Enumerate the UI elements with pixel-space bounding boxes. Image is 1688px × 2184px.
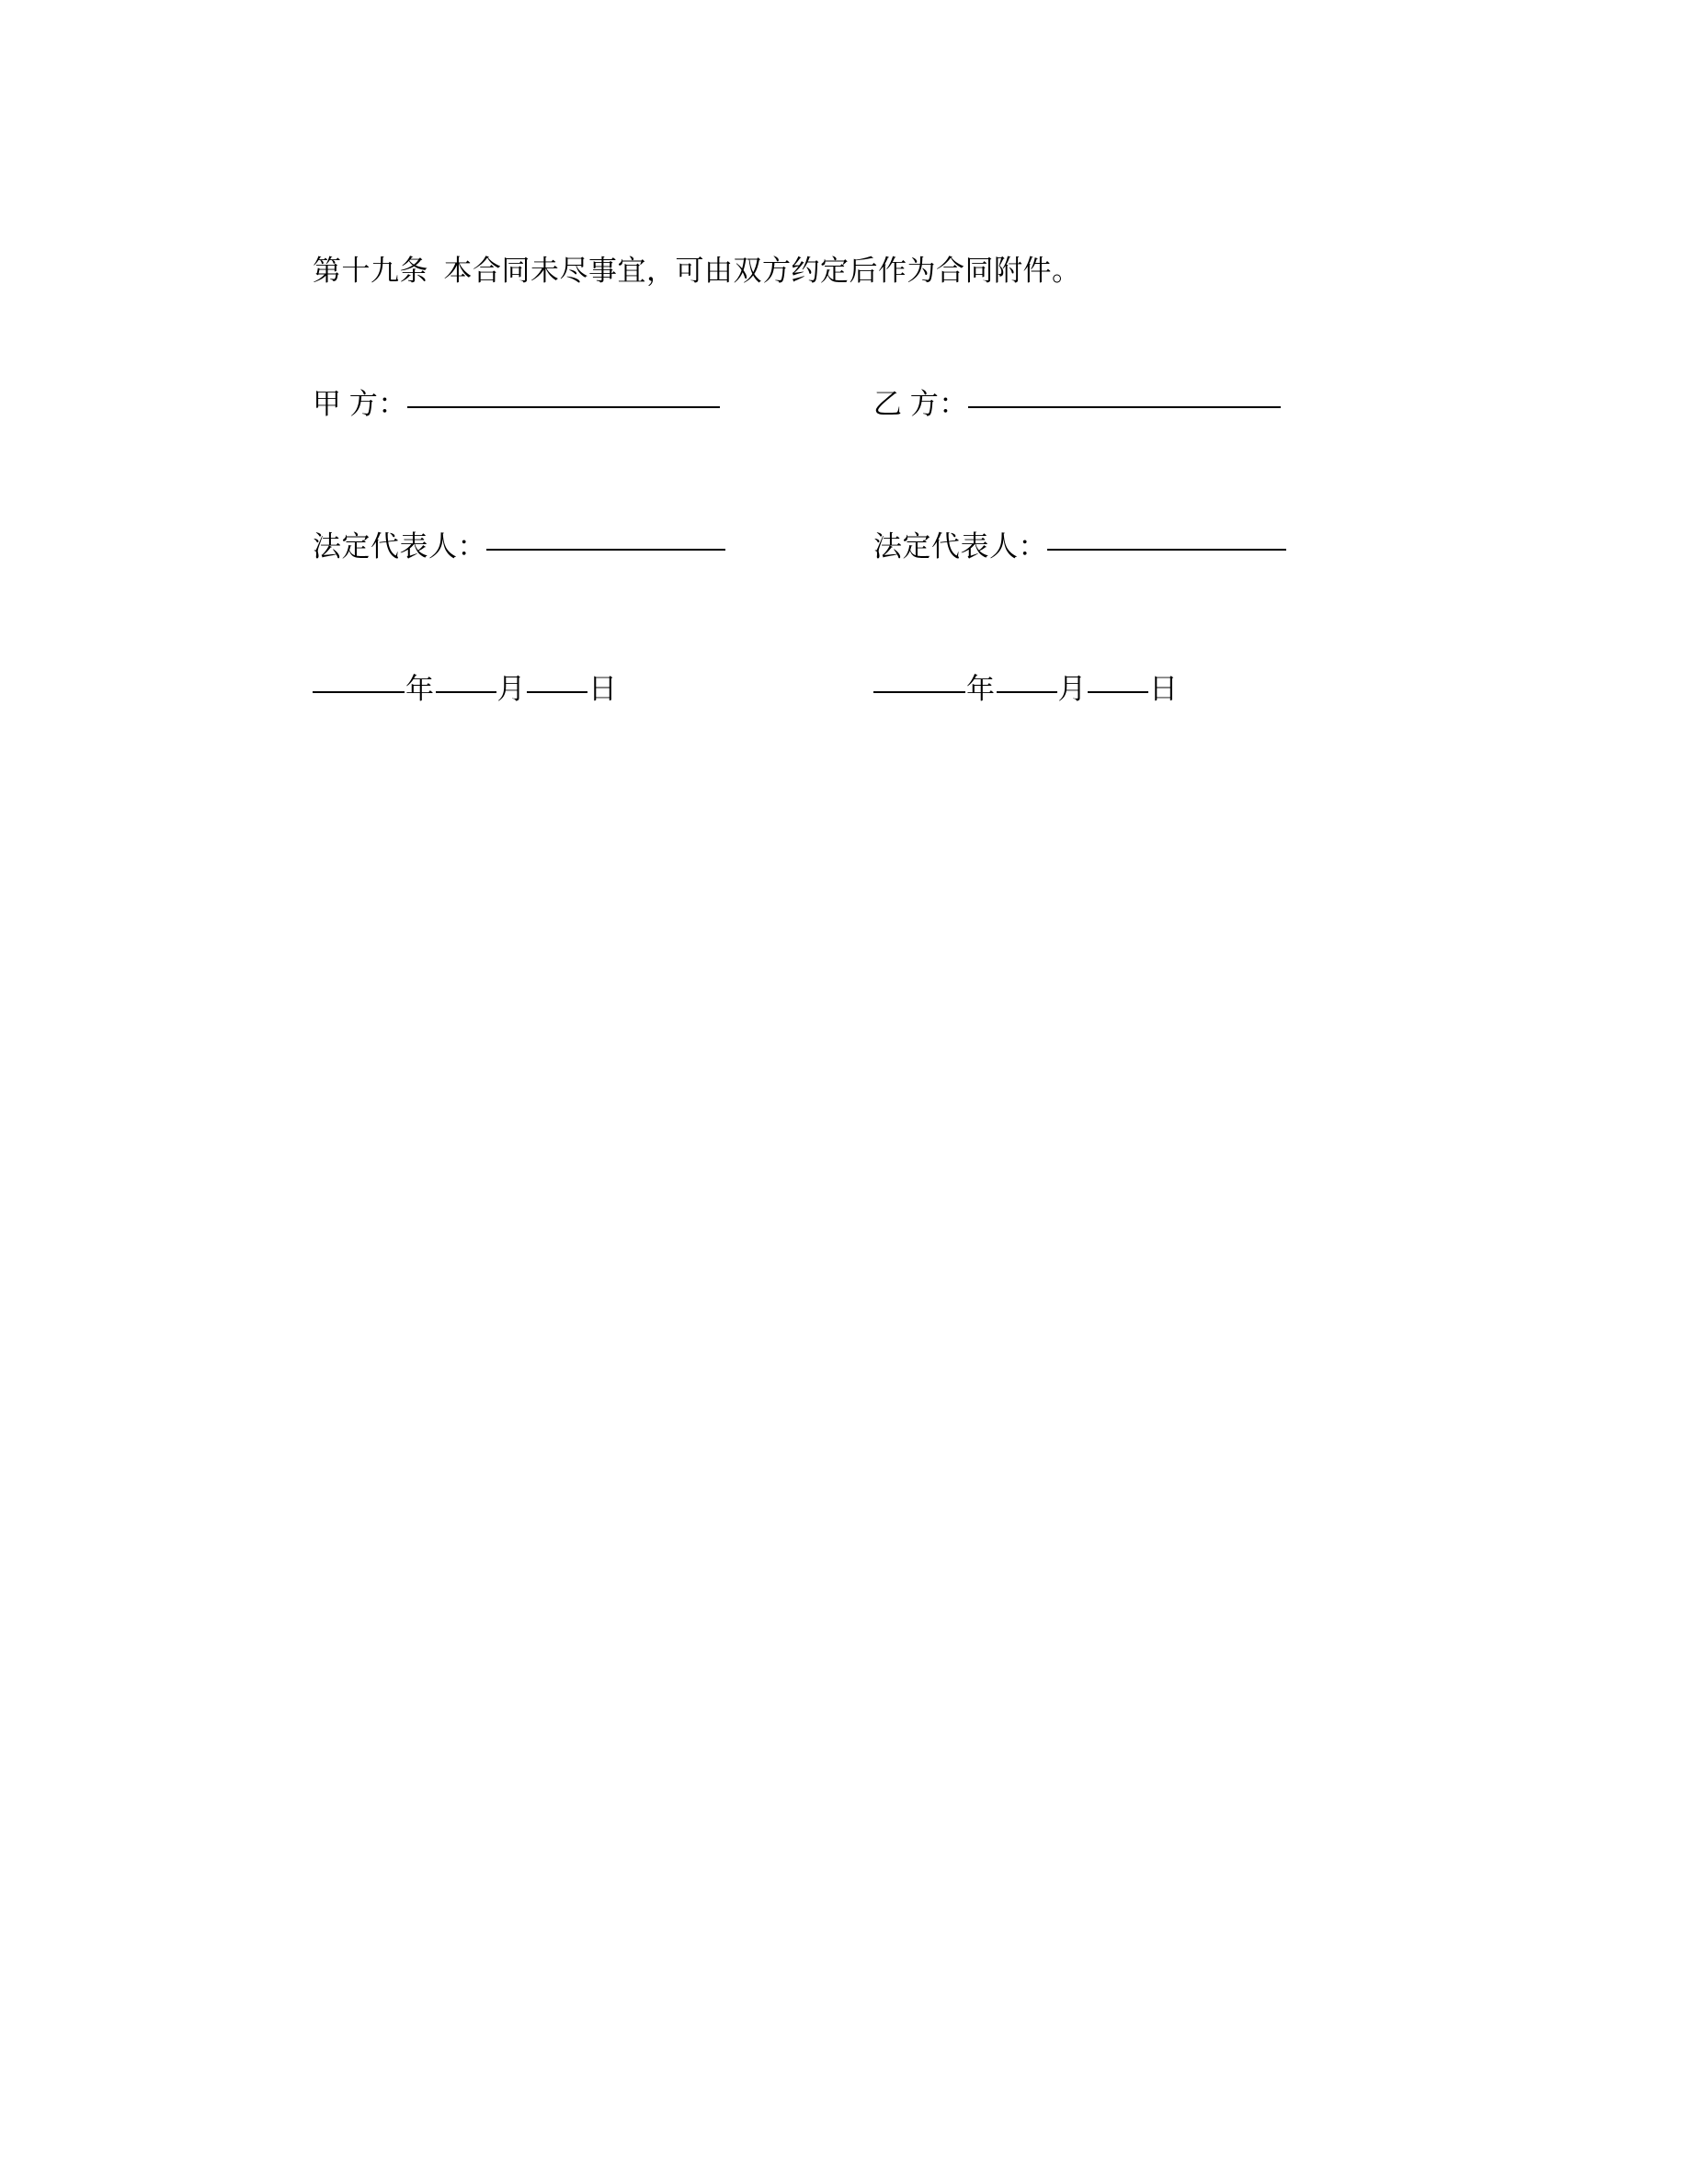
party-b-representative-label: 法定代表人： bbox=[873, 529, 1047, 563]
party-b-representative-blank[interactable] bbox=[1047, 548, 1286, 551]
party-b-month-blank[interactable] bbox=[997, 690, 1057, 693]
party-b-year-blank[interactable] bbox=[873, 690, 965, 693]
clause-text: 本合同未尽事宜，可由双方约定后作为合同附件。 bbox=[443, 255, 1081, 287]
party-b-day-blank[interactable] bbox=[1088, 690, 1148, 693]
date-row bbox=[313, 665, 1434, 707]
party-a-representative-label: 法定代表人： bbox=[313, 529, 486, 563]
party-a-name-field bbox=[313, 381, 873, 422]
party-a-day-blank[interactable] bbox=[527, 690, 587, 693]
party-a-date-field bbox=[313, 665, 873, 707]
representative-row bbox=[313, 523, 1434, 564]
clause-nineteen bbox=[313, 248, 1434, 294]
party-a-representative-field bbox=[313, 523, 873, 564]
clause-number: 第十九条 bbox=[313, 255, 428, 287]
clause-spacer bbox=[428, 255, 444, 287]
document-content bbox=[313, 248, 1434, 808]
party-a-representative-blank[interactable] bbox=[486, 548, 725, 551]
party-a-month-unit: 月 bbox=[496, 672, 526, 705]
party-a-month-blank[interactable] bbox=[436, 690, 496, 693]
party-b-month-unit: 月 bbox=[1057, 672, 1087, 705]
party-b-date-field bbox=[873, 665, 1434, 707]
party-a-day-unit: 日 bbox=[588, 672, 618, 705]
party-a-year-blank[interactable] bbox=[313, 690, 405, 693]
party-b-day-unit: 日 bbox=[1149, 672, 1179, 705]
party-b-name-field bbox=[873, 381, 1434, 422]
party-b-representative-field bbox=[873, 523, 1434, 564]
party-a-label: 甲 方： bbox=[313, 387, 407, 420]
signature-block bbox=[313, 381, 1434, 707]
party-b-name-blank[interactable] bbox=[968, 405, 1281, 408]
party-b-year-unit: 年 bbox=[966, 672, 996, 705]
party-name-row bbox=[313, 381, 1434, 422]
party-b-label: 乙 方： bbox=[873, 387, 968, 420]
party-a-year-unit: 年 bbox=[405, 672, 435, 705]
party-a-name-blank[interactable] bbox=[407, 405, 720, 408]
